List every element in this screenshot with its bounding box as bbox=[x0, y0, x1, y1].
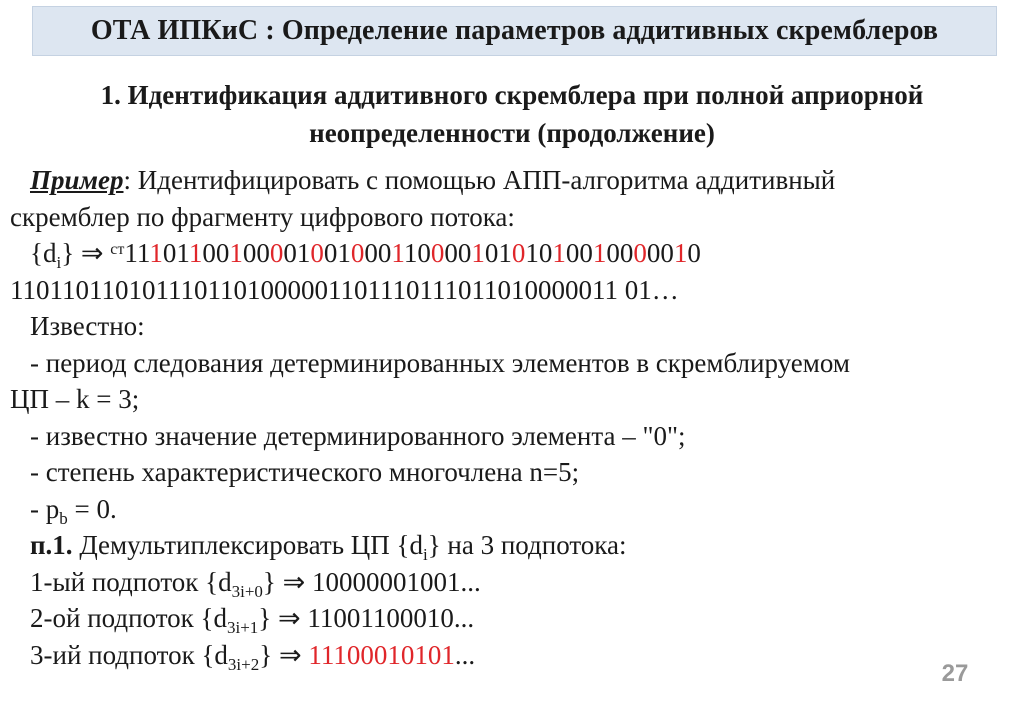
substream-index: 3i+2 bbox=[227, 654, 260, 674]
sequence-bit-highlighted: 1 bbox=[149, 238, 163, 268]
substream-close: } bbox=[259, 639, 279, 670]
example-line-2: скремблер по фрагменту цифрового потока: bbox=[10, 201, 515, 232]
known-item-1a: - период следования детерминированных элементов в скремблируемом bbox=[30, 347, 850, 378]
substream-close: } bbox=[262, 566, 283, 597]
known-item-3: - степень характеристического многочлена n=5; bbox=[30, 457, 580, 487]
section-heading-line1: 1. Идентификация аддитивного скремблера при полной априорной bbox=[100, 80, 924, 110]
substream-value: 11100010101 bbox=[301, 639, 455, 670]
sequence-bit-highlighted: 0 bbox=[350, 238, 365, 268]
implies-arrow-icon: ⇒ bbox=[278, 603, 301, 633]
sequence-bits bbox=[124, 238, 701, 268]
known-item-4-sub: b bbox=[59, 508, 68, 528]
sequence-bit-highlighted: 1 bbox=[229, 238, 243, 268]
sequence-bit-highlighted: 0 bbox=[430, 238, 445, 268]
sequence-bit: 00 bbox=[565, 238, 593, 268]
sequence-line-1 bbox=[10, 235, 1010, 272]
sequence-bit-highlighted: 0 bbox=[511, 238, 526, 268]
sequence-lhs-sub: i bbox=[56, 253, 62, 272]
implies-arrow-icon: ⇒ bbox=[278, 639, 302, 670]
known-item-4-post: = 0. bbox=[67, 493, 117, 524]
sequence-line-2: 1101101101011101101000001101110111011010000011 01… bbox=[10, 274, 679, 305]
step-label: п.1. bbox=[30, 530, 73, 560]
slide-title: ОТА ИПКиС : Определение параметров аддитивных скремблеров bbox=[90, 15, 939, 46]
sequence-bit: 01 bbox=[484, 238, 512, 268]
substream-line bbox=[10, 564, 1010, 601]
example-line bbox=[10, 162, 1010, 199]
sequence-bit: 01 bbox=[162, 238, 189, 268]
slide-header bbox=[32, 6, 997, 56]
sequence-bit: 00 bbox=[242, 238, 270, 268]
slide-number: 27 bbox=[941, 660, 969, 687]
step-text-pre: Демультиплексировать ЦП {d bbox=[72, 530, 423, 560]
sequence-bit: 01 bbox=[323, 238, 351, 268]
sequence-bit: 10 bbox=[403, 238, 431, 268]
example-label: Пример bbox=[30, 165, 124, 195]
substream-name: 2-ой подпоток {d bbox=[30, 603, 227, 633]
sequence-bit: 00 bbox=[364, 238, 392, 268]
sequence-bit-highlighted: 0 bbox=[269, 238, 284, 268]
sequence-bit-highlighted: 1 bbox=[391, 238, 404, 268]
slide-body bbox=[10, 162, 1010, 673]
substream-close: } bbox=[258, 603, 278, 633]
sequence-bit-highlighted: 1 bbox=[188, 238, 203, 268]
section-heading-line2: неопределенности (продолжение) bbox=[309, 118, 715, 148]
step-line bbox=[10, 527, 1010, 564]
sequence-bit: 00 bbox=[646, 238, 674, 268]
substream-line bbox=[10, 600, 1010, 637]
sequence-bit: 10 bbox=[525, 238, 553, 268]
substream-line bbox=[10, 637, 1010, 674]
sequence-bit-highlighted: 1 bbox=[552, 238, 566, 268]
sequence-sup: ст bbox=[110, 241, 125, 258]
substream-value: 10000001001 bbox=[305, 566, 461, 597]
sequence-bit-highlighted: 0 bbox=[310, 238, 324, 268]
substream-index: 3i+1 bbox=[226, 618, 259, 637]
substream-value: 11001100010 bbox=[300, 603, 454, 633]
substream-list bbox=[10, 564, 1010, 674]
step-text-sub: i bbox=[422, 545, 428, 564]
sequence-bit: 00 bbox=[202, 238, 230, 268]
known-item-2: - известно значение детерминированного элемента – "0"; bbox=[30, 420, 686, 451]
known-item-1b: ЦП – k = 3; bbox=[10, 384, 140, 414]
step-text-post: } на 3 подпотока: bbox=[427, 530, 627, 560]
sequence-bit-highlighted: 0 bbox=[633, 238, 647, 268]
known-item-4 bbox=[10, 491, 1010, 528]
substream-ellipsis: ... bbox=[454, 639, 476, 670]
sequence-bit: 01 bbox=[283, 238, 311, 268]
substream-index: 3i+0 bbox=[231, 581, 263, 601]
substream-ellipsis: ... bbox=[460, 566, 481, 597]
sequence-bit-highlighted: 1 bbox=[471, 238, 485, 268]
sequence-lhs-close: } bbox=[61, 238, 81, 268]
section-heading bbox=[20, 76, 1004, 152]
sequence-bit-highlighted: 1 bbox=[673, 238, 688, 268]
sequence-bit-highlighted: 1 bbox=[592, 238, 607, 268]
sequence-bit: 0 bbox=[687, 238, 701, 268]
sequence-bit: 11 bbox=[124, 238, 150, 268]
known-label: Известно: bbox=[30, 311, 145, 341]
known-item-4-pre: - p bbox=[30, 493, 60, 524]
sequence-lhs: {d bbox=[30, 238, 57, 268]
sequence-bit: 00 bbox=[444, 238, 472, 268]
substream-name: 1-ый подпоток {d bbox=[30, 566, 232, 597]
implies-arrow-icon: ⇒ bbox=[282, 566, 306, 597]
substream-ellipsis: ... bbox=[453, 603, 475, 633]
sequence-bit: 00 bbox=[606, 238, 634, 268]
example-text-1: : Идентифицировать с помощью АПП-алгоритма аддитивный bbox=[123, 165, 836, 195]
substream-name: 3-ий подпоток {d bbox=[30, 639, 228, 670]
implies-arrow-icon: ⇒ bbox=[80, 238, 104, 268]
